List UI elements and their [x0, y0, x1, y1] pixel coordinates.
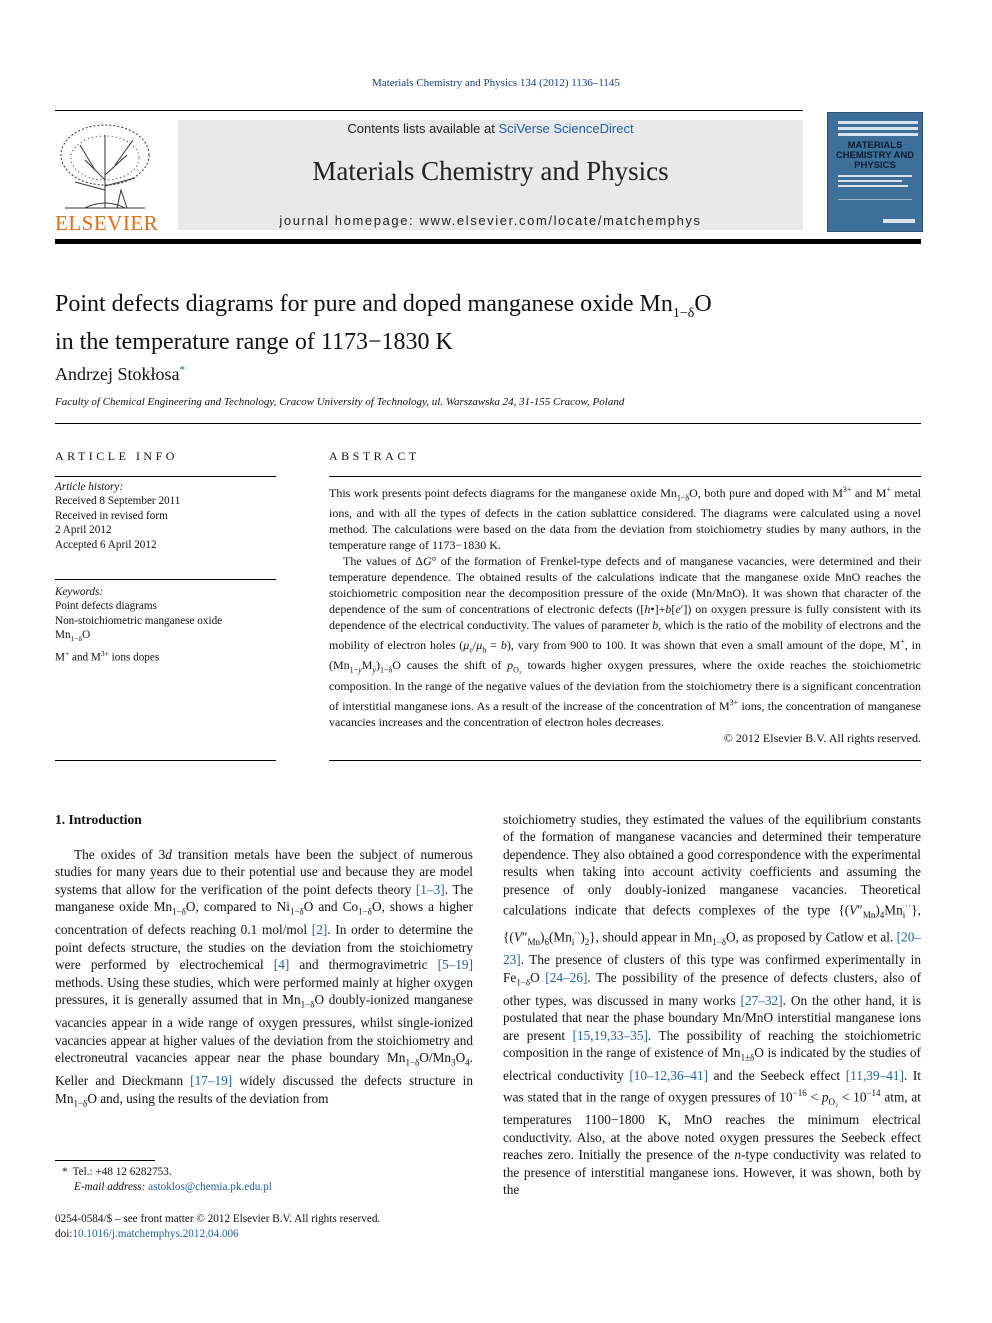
history-item: Accepted 6 April 2012: [55, 538, 157, 551]
introduction-heading: 1. Introduction: [55, 812, 142, 827]
citation-link[interactable]: [15,19,33–35]: [572, 1027, 648, 1043]
citation-link[interactable]: [20–23]: [503, 929, 921, 968]
citation-link[interactable]: [10–12,36–41]: [629, 1068, 709, 1084]
keywords: Keywords: Point defects diagrams Non-stoichiometric manganese oxide $Mn_{1-\delta}O$ M+ and $M^{3+}$ ions dopes: [55, 585, 276, 665]
doi-link[interactable]: 10.1016/j.matchemphys.2012.04.006: [72, 1228, 239, 1240]
publisher-name: ELSEVIER: [55, 211, 159, 235]
citation-link[interactable]: [27–32]: [740, 992, 783, 1008]
author-name: Andrzej Stokłosa*: [55, 364, 185, 384]
citation-link[interactable]: [5–19]: [437, 957, 474, 973]
abstract-rule: [329, 476, 921, 477]
abstract-bottom-rule: [329, 760, 921, 761]
journal-homepage[interactable]: journal homepage: www.elsevier.com/locate/matchemphys: [279, 213, 702, 228]
cover-title-line: PHYSICS: [854, 160, 896, 171]
cover-title-line: CHEMISTRY AND: [835, 150, 915, 161]
abstract-heading: ABSTRACT: [329, 449, 420, 463]
citation-link[interactable]: [1–3]: [415, 881, 445, 897]
article-info-bottom-rule: [55, 760, 276, 761]
corresponding-author-mark[interactable]: *: [179, 364, 185, 376]
page-footer: 0254-0584/$ – see front matter © 2012 Elsevier B.V. All rights reserved. doi:10.1016/j.matchemphys.2012.04.006: [55, 1213, 381, 1240]
citation-link[interactable]: [17–19]: [190, 1073, 233, 1089]
abstract-text: This work presents point defects diagrams for the manganese oxide $Mn_{1-\delta}O$, both pure and doped with $M^{3+}$ and M+ metal ions, and with all the types of defects in the cation sublattice considered. The diagrams were calculated using a novel method. The calculations were based on the data from the deviation from stoichiometry studies by many authors, in the temperature range of 1173−1830 K. The values of ΔG° of the formation of Frenkel-type defects and of manganese vacancies, were determined and their temperature dependence. The obtained results of the calculations indicate that the manganese oxide MnO reaches the stoichiometric composition near the decomposition pressure of the oxide (Mn/MnO). It was shown that character of the dependence of the sum of concentrations of electronic defects ([h•]+b[e′]) on oxygen pressure is fully consistent with its dependence of the electrical conductivity. The values of parameter b, which is the ratio of the mobility of electrons and the mobility of electron holes $(\mu_e/\mu_h = b)$, vary from 900 to 100. It was shown that even a small amount of the dope, M+, in $(Mn_{1-y}M_y)_{1-\delta}O$ causes the shift of $p_{O_2}$ towards higher oxygen pressures, where the oxide reaches the stoichiometric composition. In the range of the negative values of the deviation from the stoichiometry there is a significant concentration of interstitial manganese ions. As a result of the increase of the concentration of $M^{3+}$ ions, the concentration of manganese vacancies increases and the concentration of electron holes decreases. © 2012 Elsevier B.V. All rights reserved.: [329, 485, 922, 745]
sciencedirect-link[interactable]: SciVerse ScienceDirect: [498, 121, 634, 136]
footnote-rule: [55, 1160, 155, 1161]
article-info-heading: ARTICLE INFO: [55, 449, 178, 463]
journal-reference[interactable]: Materials Chemistry and Physics 134 (2012) 1136–1145: [372, 77, 620, 89]
article-title: Point defects diagrams for pure and doped manganese oxide $Mn_{1-\delta}O$ in the temperature range of 1173−1830 K: [55, 291, 712, 355]
cover-title-line: MATERIALS: [847, 140, 903, 151]
history-item: 2 April 2012: [55, 524, 112, 537]
author-affiliation: Faculty of Chemical Engineering and Technology, Cracow University of Technology, ul. Warszawska 24, 31-155 Cracow, Poland: [55, 396, 625, 408]
footnote: * Tel.: +48 12 6282753. E-mail address: astoklos@chemia.pk.edu.pl: [62, 1166, 272, 1193]
keyword-item: M+ and $M^{3+}$ ions dopes: [55, 648, 160, 664]
header-top-rule: [55, 110, 803, 111]
author-email-link[interactable]: astoklos@chemia.pk.edu.pl: [148, 1181, 272, 1193]
journal-name: Materials Chemistry and Physics: [312, 156, 669, 186]
keyword-item: Non-stoichiometric manganese oxide: [55, 614, 223, 627]
copyright-notice: © 2012 Elsevier B.V. All rights reserved.: [723, 730, 921, 745]
citation-link[interactable]: [11,39–41]: [845, 1068, 904, 1084]
body-column-left: The oxides of 3d transition metals have been the subject of numerous studies for many years due to their potential use and because they are model systems that allow for the verification of the point defects theory [1–3]. The manganese oxide $Mn_{1-\delta}O$, compared to $Ni_{1-\delta}O$ and $Co_{1-\delta}O$, shows a higher concentration of defects reaching 0.1 mol/mol [2]. In order to determine the point defects structure, the studies on the deviation from the stoichiometry were performed by electrochemical [4] and thermogravimetric [5–19] methods. Using these studies, which were performed mainly at higher oxygen pressures, it is generally assumed that in $Mn_{1-\delta}O$ doubly-ionized manganese vacancies appear in a wide range of oxygen pressures, whilst single-ionized vacancies appear at higher values of the deviation from the stoichiometry and electroneutral vacancies appear near the phase boundary $Mn_{1-\delta}O/Mn_3O_4$. Keller and Dieckmann [17–19] widely discussed the defects structure in $Mn_{1-\delta}O$ and, using the results of the deviation from: [55, 847, 474, 1109]
header-thick-rule: [55, 239, 921, 244]
citation-link[interactable]: [24–26]: [545, 969, 588, 985]
keywords-rule: [55, 579, 276, 580]
body-column-right: stoichiometry studies, they estimated the values of the equilibrium constants of the formation of manganese vacancies and determined their temperature dependence. They also obtained a good correspondence with the experimental results when taking into account activity coefficients and assuming the presence of only doubly-ionized manganese vacancies. Theoretical calculations indicate that defects complexes of the type $\{(V''_{Mn})_4Mn_i^{\cdot\cdot}\}$, $\{(V''_{Mn})_6(Mn_i^{\cdot\cdot})_2\}$, should appear in $Mn_{1-\delta}O$, as proposed by Catlow et al. [20–23]. The presence of clusters of this type was confirmed experimentally in $Fe_{1-\delta}O$ [24–26]. The possibility of the presence of defects clusters, also of other types, was discussed in many works [27–32]. On the other hand, it is postulated that near the phase boundary Mn/MnO interstitial manganese ions are present [15,19,33–35]. The possibility of reaching the stoichiometric composition in the range of existence of $Mn_{1\pm\delta}O$ is indicated by the studies of electrical conductivity [10–12,36–41] and the Seebeck effect [11,39–41]. It was stated that in the range of oxygen pressures of $10^{-16} < p_{O_2} < 10^{-14}$ atm, at temperatures 1100−1800 K, MnO reaches the minimum electrical conductivity. Also, at the above noted oxygen pressures the Seebeck effect reaches zero. Initially the presence of the n-type conductivity was related to the presence of interstitial manganese ions. However, it was shown, both by the: [503, 812, 922, 1198]
journal-cover-image: [827, 112, 923, 232]
citation-link[interactable]: [2]: [311, 922, 328, 938]
article-info-rule: [55, 476, 276, 477]
keyword-item: Point defects diagrams: [55, 600, 157, 613]
contents-line: Contents lists available at SciVerse ScienceDirect: [347, 121, 634, 136]
history-item: Received in revised form: [55, 509, 168, 522]
history-item: Received 8 September 2011: [55, 495, 181, 508]
article-history: Article history: Received 8 September 2011 Received in revised form 2 April 2012 Accepted 6 April 2012: [55, 480, 276, 552]
citation-link[interactable]: [4]: [273, 957, 290, 973]
section-rule: [55, 423, 921, 424]
keyword-item: $Mn_{1-\delta}O$: [55, 629, 91, 644]
